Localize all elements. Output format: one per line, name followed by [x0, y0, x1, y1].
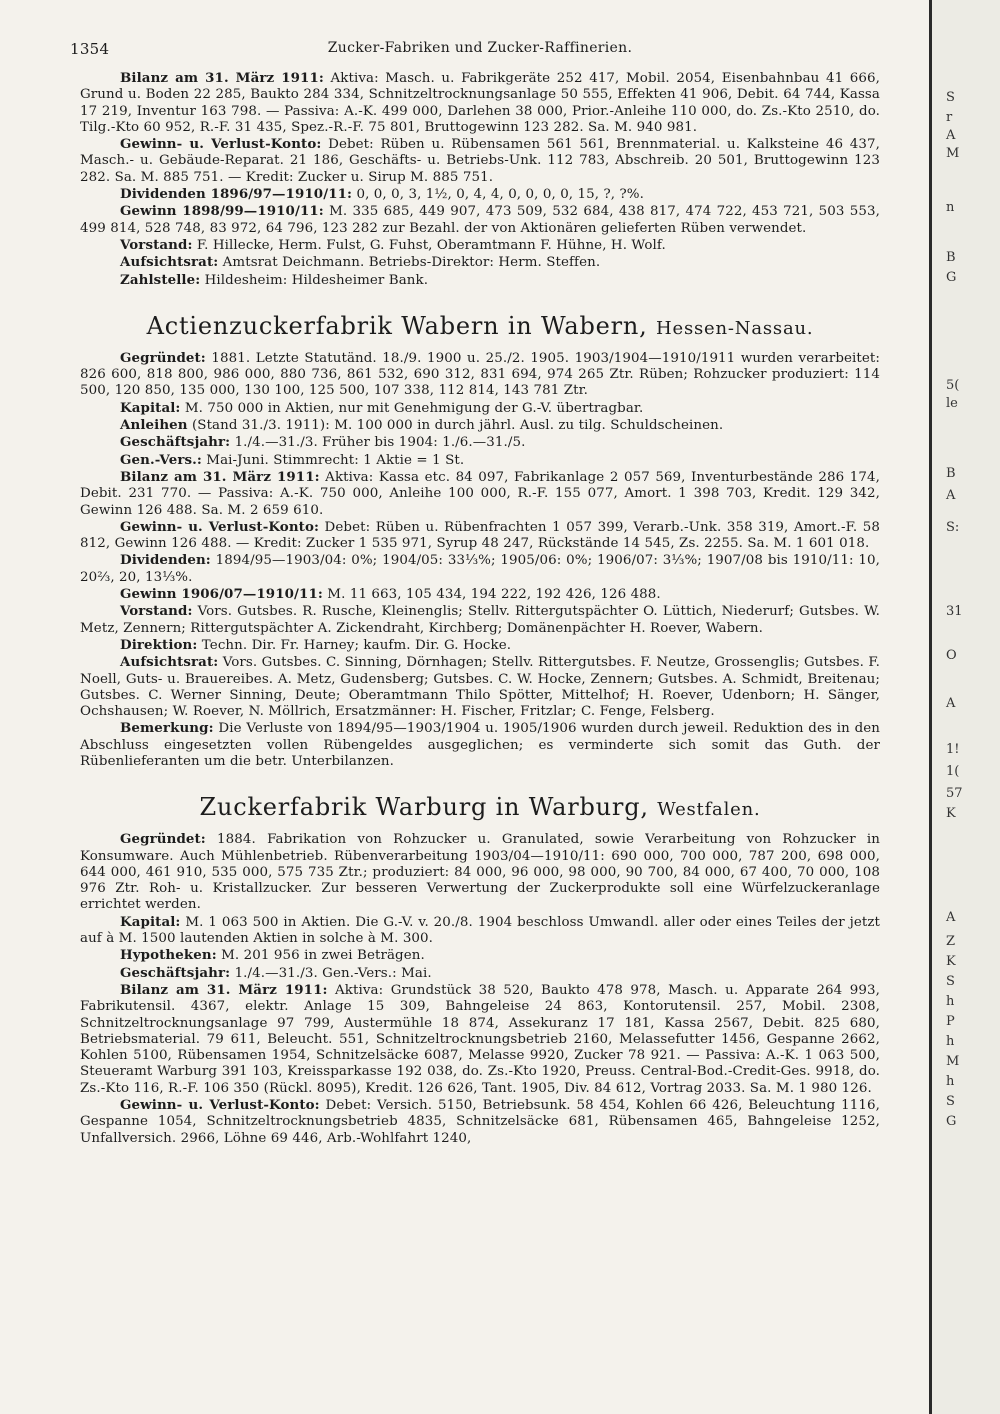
entry-paragraph	[80, 203, 880, 237]
entry-text: F. Hillecke, Herm. Fulst, G. Fuhst, Oberamtmann F. Hühne, H. Wolf.	[196, 237, 666, 253]
section-warburg	[80, 831, 880, 1147]
entry-label: Gegründet:	[120, 349, 206, 366]
entry-text: M. 1 063 500 in Aktien. Die G.-V. v. 20./8. 1904 beschloss Umwandl. aller oder eines Teiles der jetzt auf à M. 1500 lautenden Aktien in solche à M. 300.	[80, 914, 880, 947]
entry-paragraph	[80, 654, 880, 720]
margin-fragment: 31	[946, 604, 963, 619]
entry-text: Vors. Gutsbes. C. Sinning, Dörnhagen; Stellv. Rittergutsbes. F. Neutze, Grossenglis; Gutsbes. F. Noell, Guts- u. Brauereibes. A. Metz, Gudensberg; Gutsbes. C. W. Hocke, Zennern; Gutsbes. A. Schmidt, Breitenau; Gutsbes. C. Werner Sinning, Deute; Oberamtmann Thilo Spötter, Mittelhof; H. Roever, Udenborn; H. Sänger, Ochshausen; W. Roever, N. Möllrich, Ersatzmänner: H. Fischer, Fritzlar; C. Fenge, Felsberg.	[80, 655, 880, 720]
entry-paragraph	[80, 965, 880, 982]
margin-fragment: B	[946, 466, 956, 481]
entry-text: Mai-Juni. Stimmrecht: 1 Aktie = 1 St.	[206, 452, 465, 468]
margin-fragment: h	[946, 1034, 955, 1049]
entry-paragraph	[80, 237, 880, 254]
entry-text: Amtsrat Deichmann. Betriebs-Direktor: Herm. Steffen.	[222, 255, 601, 271]
entry-label: Bilanz am 31. März 1911:	[120, 70, 324, 86]
entry-text: 1./4.—31./3. Gen.-Vers.: Mai.	[234, 965, 432, 981]
margin-fragment: 1!	[946, 742, 960, 757]
adjacent-page-edge	[929, 0, 1000, 1414]
margin-fragment: O	[946, 648, 957, 663]
entry-paragraph	[80, 400, 880, 417]
entry-text: 1./4.—31./3. Früher bis 1904: 1./6.—31./5.	[234, 435, 526, 451]
entry-label: Hypotheken:	[120, 947, 217, 964]
entry-text: Aktiva: Masch. u. Fabrikgeräte 252 417, Mobil. 2054, Eisenbahnbau 41 666, Grund u. Boden 22 285, Baukto 284 334, Schnitzeltrocknungsanlage 50 555, Effekten 41 906, Debit. 64 744, Kassa 17 219, Inventur 163 798. — Passiva: A.-K. 499 000, Darlehen 38 000, Prior.-Anleihe 110 000, do. Zs.-Kto 2510, do. Tilg.-Kto 60 952, R.-F. 31 435, Spez.-R.-F. 75 801, Bruttogewinn 123 282. Sa. M. 940 981.	[80, 71, 880, 135]
entry-text: Techn. Dir. Fr. Harney; kaufm. Dir. G. Hocke.	[201, 637, 512, 653]
margin-fragment: 57	[946, 786, 963, 801]
entry-text: M. 750 000 in Aktien, nur mit Genehmigung der G.-V. übertragbar.	[184, 400, 644, 416]
entry-label: Bemerkung:	[120, 720, 214, 737]
margin-fragment: A	[946, 696, 956, 711]
entry-label: Gewinn- u. Verlust-Konto:	[120, 136, 322, 153]
entry-text: 0, 0, 0, 3, 1½, 0, 4, 4, 0, 0, 0, 0, 15, ?, ?%.	[356, 187, 644, 203]
entry-label: Kapital:	[120, 913, 181, 930]
entry-paragraph	[80, 637, 880, 654]
entry-paragraph	[80, 136, 880, 186]
margin-fragment: M	[946, 1054, 960, 1069]
margin-fragment: r	[946, 110, 953, 125]
entry-label: Kapital:	[120, 399, 181, 416]
running-title: Zucker-Fabriken und Zucker-Raffinerien.	[327, 40, 633, 56]
margin-fragment: n	[946, 200, 955, 215]
entry-label: Vorstand:	[120, 603, 193, 620]
company-name: Actienzuckerfabrik Wabern in Wabern,	[146, 311, 648, 340]
entry-label: Anleihen	[120, 417, 188, 434]
entry-paragraph	[80, 982, 880, 1097]
entry-paragraph	[80, 720, 880, 770]
entry-paragraph	[80, 831, 880, 913]
margin-fragment: h	[946, 1074, 955, 1089]
margin-fragment: K	[946, 806, 956, 821]
entry-paragraph	[80, 350, 880, 400]
company-title-warburg	[80, 792, 880, 825]
margin-fragment: h	[946, 994, 955, 1009]
entry-label: Dividenden:	[120, 552, 211, 569]
entry-text: Hildesheim: Hildesheimer Bank.	[204, 272, 429, 288]
entry-label: Zahlstelle:	[120, 271, 201, 288]
entry-label: Gewinn- u. Verlust-Konto:	[120, 518, 320, 535]
entry-text: Debet: Rüben u. Rübensamen 561 561, Brennmaterial. u. Kalksteine 46 437, Masch.- u. Gebäude-Reparat. 21 186, Geschäfts- u. Betriebs-Unk. 112 783, Abschreib. 20 501, Bruttogewinn 123 282. Sa. M. 885 751. — Kredit: Zucker u. Sirup M. 885 751.	[80, 137, 881, 185]
entry-text: M. 201 956 in zwei Beträgen.	[221, 948, 425, 964]
page-number: 1354	[70, 40, 110, 58]
entry-label: Aufsichtsrat:	[120, 654, 219, 671]
entry-label: Gewinn- u. Verlust-Konto:	[120, 1097, 320, 1114]
entry-paragraph	[80, 272, 880, 289]
entry-paragraph	[80, 586, 880, 603]
entry-label: Aufsichtsrat:	[120, 254, 219, 271]
entry-text: 1894/95—1903/04: 0%; 1904/05: 33⅓%; 1905/06: 0%; 1906/07: 3⅓%; 1907/08 bis 1910/11: 10, 20⅔, 20, 13⅓%.	[80, 553, 881, 585]
entry-text: Aktiva: Grundstück 38 520, Baukto 478 978, Masch. u. Apparate 264 993, Fabrikutensil. 4367, elektr. Anlage 15 309, Bahngeleise 24 863, Kontorutensil. 257, Mobil. 2308, Schnitzeltrocknungsanlage 97 799, Austermühle 18 874, Assekuranz 17 181, Kassa 2567, Debit. 825 680, Betriebsmaterial. 79 611, Beleucht. 551, Schnitzeltrocknungsbetrieb 2160, Melassefutter 1456, Gespanne 2662, Kohlen 5100, Rübensamen 1954, Schnitzelsäcke 6087, Melasse 9920, Zucker 78 921. — Passiva: A.-K. 1 063 500, Steueramt Warburg 391 103, Kreissparkasse 192 038, do. Zs.-Kto 1920, Preuss. Central-Bod.-Credit-Ges. 9918, do. Zs.-Kto 116, R.-F. 106 350 (Rückl. 8095), Kredit. 126 626, Tant. 1905, Div. 84 612, Vortrag 2033. Sa. M. 1 980 126.	[80, 982, 880, 1096]
entry-text: M. 335 685, 449 907, 473 509, 532 684, 438 817, 474 722, 453 721, 503 553, 499 814, 528 748, 83 972, 64 796, 123 282 zur Bezahl. der von Aktionären gelieferten Rüben verwendet.	[80, 204, 880, 236]
margin-fragment: G	[946, 1114, 957, 1129]
margin-fragment: A	[946, 910, 956, 925]
company-title-wabern	[80, 311, 880, 344]
company-name: Zuckerfabrik Warburg in Warburg,	[199, 793, 649, 822]
margin-fragment: P	[946, 1014, 955, 1029]
entry-text: Debet: Versich. 5150, Betriebsunk. 58 454, Kohlen 66 426, Beleuchtung 1116, Gespanne 1054, Schnitzeltrocknungsbetrieb 4835, Schnitzelsäcke 681, Rübensamen 465, Bahngeleise 1252, Unfallversich. 2966, Löhne 69 446, Arb.-Wohlfahrt 1240,	[80, 1098, 880, 1146]
margin-fragment: B	[946, 250, 956, 265]
entry-label: Geschäftsjahr:	[120, 964, 231, 981]
company-location: Westfalen.	[657, 799, 761, 821]
entry-text: Aktiva: Kassa etc. 84 097, Fabrikanlage 2 057 569, Inventurbestände 286 174, Debit. 231 770. — Passiva: A.-K. 750 000, Anleihe 100 000, R.-F. 155 077, Amort. 1 398 703, Kredit. 129 342, Gewinn 126 488. Sa. M. 2 659 610.	[80, 469, 881, 518]
entry-text: Debet: Rüben u. Rübenfrachten 1 057 399, Verarb.-Unk. 358 319, Amort.-F. 58 812, Gewinn 126 488. — Kredit: Zucker 1 535 971, Syrup 48 247, Rückstände 14 545, Zs. 2255. Sa. M. 1 601 018.	[80, 519, 881, 552]
section-wabern	[80, 350, 880, 770]
entry-text: 1884. Fabrikation von Rohzucker u. Granulated, sowie Verarbeitung von Rohzucker in Konsumware. Auch Mühlenbetrieb. Rübenverarbeitung 1903/04—1910/11: 690 000, 700 000, 787 200, 698 000, 644 000, 461 910, 535 000, 575 735 Ztr.; produziert: 84 000, 96 000, 98 000, 90 700, 84 000, 67 400, 70 000, 108 976 Ztr. Roh- u. Kristallzucker. Zur besseren Verwertung der Zuckerprodukte soll eine Würfelzuckeranlage errichtet werden.	[80, 832, 880, 913]
margin-fragment: 1(	[946, 764, 960, 779]
company-location: Hessen-Nassau.	[656, 317, 814, 339]
entry-label: Bilanz am 31. März 1911:	[120, 981, 328, 998]
entry-paragraph	[80, 254, 880, 271]
entry-label: Geschäftsjahr:	[120, 434, 231, 451]
margin-fragment: M	[946, 146, 960, 161]
entry-paragraph	[80, 452, 880, 469]
entry-label: Gegründet:	[120, 831, 206, 848]
entry-paragraph	[80, 1097, 880, 1147]
margin-fragment: S	[946, 90, 955, 105]
entry-text: M. 11 663, 105 434, 194 222, 192 426, 126 488.	[327, 587, 661, 603]
entry-text: 1881. Letzte Statutänd. 18./9. 1900 u. 25./2. 1905. 1903/1904—1910/1911 wurden verarbeitet: 826 600, 818 800, 986 000, 880 736, 861 532, 690 312, 831 694, 974 265 Ztr. Rüben; Rohzucker produziert: 114 500, 120 850, 135 000, 130 100, 125 500, 107 338, 112 814, 143 781 Ztr.	[80, 350, 881, 399]
entry-text: Die Verluste von 1894/95—1903/1904 u. 1905/1906 wurden durch jeweil. Reduktion des in den Abschluss eingesetzten vollen Rübengeldes ausgeglichen; es verminderte sich somit das Guth. der Rübenlieferanten um die betr. Unterbilanzen.	[80, 721, 880, 769]
entry-label: Gewinn 1898/99—1910/11:	[120, 203, 324, 220]
entry-paragraph	[80, 417, 880, 434]
entry-paragraph	[80, 519, 880, 553]
entry-text: Vors. Gutsbes. R. Rusche, Kleinenglis; Stellv. Rittergutspächter O. Lüttich, Niederurf; Gutsbes. W. Metz, Zennern; Rittergutspächter A. Zickendraht, Kirchberg; Domänenpächter H. Roever, Wabern.	[80, 604, 880, 636]
entry-text: (Stand 31./3. 1911): M. 100 000 in durch jährl. Ausl. zu tilg. Schuldscheinen.	[191, 418, 724, 434]
entry-paragraph	[80, 186, 880, 203]
entry-paragraph	[80, 70, 880, 136]
entry-label: Bilanz am 31. März 1911:	[120, 468, 320, 485]
entry-paragraph	[80, 552, 880, 586]
margin-fragment: 5(	[946, 378, 960, 393]
margin-fragment: Z	[946, 934, 956, 949]
entry-label: Vorstand:	[120, 236, 193, 253]
margin-fragment: A	[946, 128, 956, 143]
section-prev-company	[80, 70, 880, 289]
margin-fragment: S:	[946, 520, 960, 535]
margin-fragment: S	[946, 974, 955, 989]
margin-fragment: G	[946, 270, 957, 285]
entry-paragraph	[80, 603, 880, 637]
entry-paragraph	[80, 434, 880, 451]
margin-fragment: S	[946, 1094, 955, 1109]
entry-label: Dividenden 1896/97—1910/11:	[120, 186, 353, 203]
margin-fragment: le	[946, 396, 958, 411]
page-header	[70, 30, 880, 70]
entry-label: Gen.-Vers.:	[120, 451, 202, 468]
entry-paragraph	[80, 947, 880, 964]
entry-paragraph	[80, 914, 880, 948]
document-page	[70, 30, 881, 1147]
entry-label: Direktion:	[120, 636, 198, 653]
margin-fragment: A	[946, 488, 956, 503]
entry-paragraph	[80, 469, 880, 519]
margin-fragment: K	[946, 954, 956, 969]
entry-label: Gewinn 1906/07—1910/11:	[120, 586, 323, 603]
